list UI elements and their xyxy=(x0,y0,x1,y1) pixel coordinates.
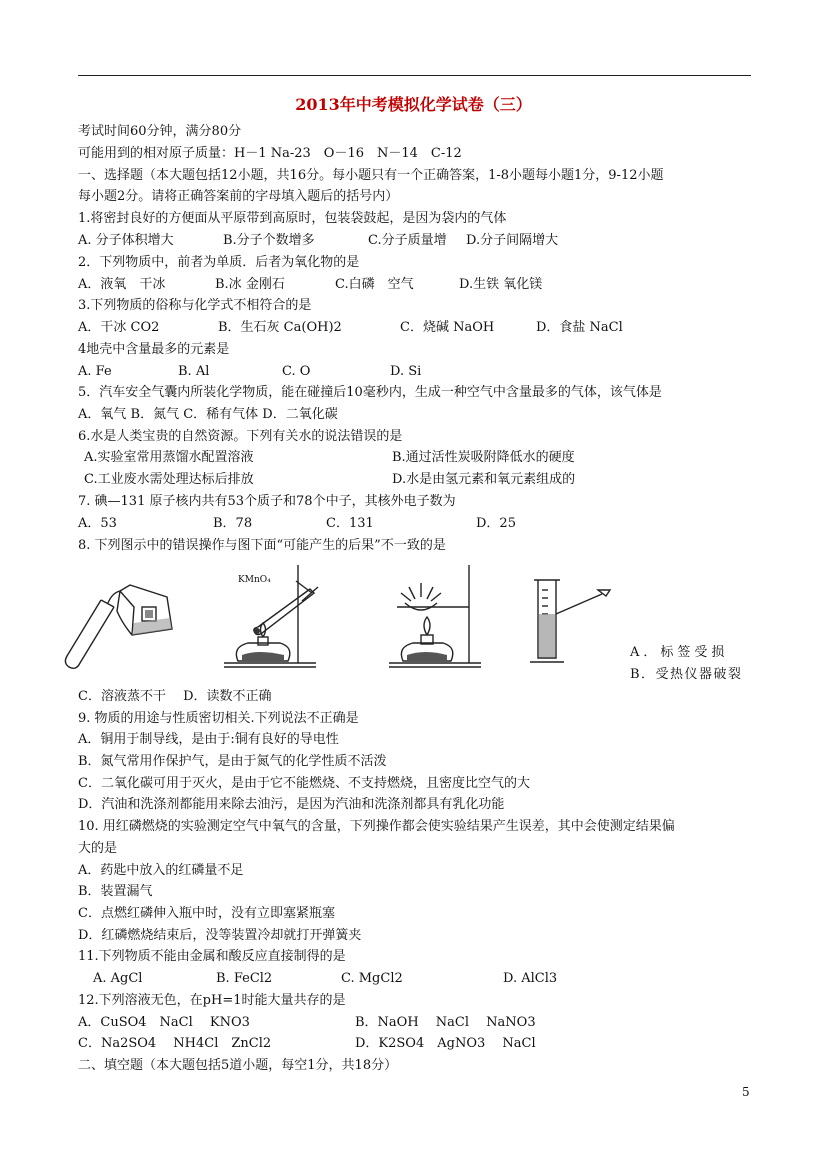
q1-option-c: C.分子质量增 xyxy=(368,233,447,248)
q2-option-d: D.生铁 氧化镁 xyxy=(459,277,543,292)
atomic-masses: 可能用到的相对原子质量：H－1 Na-23 O－16 N－14 C-12 xyxy=(78,146,462,161)
q8-options-cd: C．溶液蒸不干 D．读数不正确 xyxy=(78,689,272,704)
q8-stem: 8. 下列图示中的错误操作与图下面“可能产生的后果”不一致的是 xyxy=(78,538,446,553)
q8-option-b: B．受热仪器破裂 xyxy=(630,667,743,682)
q3-option-a: A．干冰 CO2 xyxy=(78,320,160,335)
evaporating-dish-figure xyxy=(385,563,485,671)
q11-option-c: C. MgCl2 xyxy=(341,971,403,986)
q1-option-b: B.分子个数增多 xyxy=(223,233,315,248)
q7-stem: 7. 碘—131 原子核内共有53个质子和78个中子，其核外电子数为 xyxy=(78,494,456,509)
q11-stem: 11.下列物质不能由金属和酸反应直接制得的是 xyxy=(78,949,346,964)
q3-option-c: C．烧碱 NaOH xyxy=(400,320,495,335)
q6-option-b: B.通过活性炭吸附降低水的硬度 xyxy=(392,450,575,465)
q4-option-b: B. Al xyxy=(178,364,210,379)
q11-option-d: D. AlCl3 xyxy=(503,971,558,986)
q2-stem: 2．下列物质中，前者为单质．后者为氧化物的是 xyxy=(78,255,360,270)
pouring-liquid-figure xyxy=(62,583,180,673)
q3-option-d: D．食盐 NaCl xyxy=(536,320,623,335)
q2-option-a: A．液氧 干冰 xyxy=(78,277,166,292)
q2-option-b: B.冰 金刚石 xyxy=(215,277,285,292)
q4-option-d: D. Si xyxy=(390,364,422,379)
q6-option-a: A.实验室常用蒸馏水配置溶液 xyxy=(84,450,254,465)
q4-option-a: A. Fe xyxy=(78,364,112,379)
q6-option-c: C.工业废水需处理达标后排放 xyxy=(84,472,254,487)
q9-option-d: D．汽油和洗涤剂都能用来除去油污，是因为汽油和洗涤剂都具有乳化功能 xyxy=(78,797,505,812)
q6-stem: 6.水是人类宝贵的自然资源。下列有关水的说法错误的是 xyxy=(78,429,403,444)
q12-stem: 12.下列溶液无色，在pH=1时能大量共存的是 xyxy=(78,993,346,1008)
q9-option-b: B．氮气常用作保护气，是由于氮气的化学性质不活泼 xyxy=(78,754,387,769)
q11-option-b: B. FeCl2 xyxy=(216,971,273,986)
q9-option-a: A．铜用于制导线，是由于:铜有良好的导电性 xyxy=(78,732,339,747)
q3-option-b: B．生石灰 Ca(OH)2 xyxy=(218,320,342,335)
q5-stem: 5．汽车安全气囊内所装化学物质，能在碰撞后10毫秒内，生成一种空气中含量最多的气体，该气体是 xyxy=(78,385,662,400)
q7-option-a: A．53 xyxy=(78,516,117,531)
q5-options: A．氧气 B．氮气 C．稀有气体 D．二氧化碳 xyxy=(78,407,338,422)
q9-option-c: C．二氧化碳可用于灭火，是由于它不能燃烧、不支持燃烧，且密度比空气的大 xyxy=(78,776,530,791)
q8-option-a: A．标签受损 xyxy=(630,645,729,660)
q4-option-c: C. O xyxy=(282,364,311,379)
kmno4-label: KMnO₄ xyxy=(238,575,271,585)
q10-option-b: B．装置漏气 xyxy=(78,884,153,899)
q7-option-d: D．25 xyxy=(476,516,516,531)
q10-stem-line1: 10. 用红磷燃烧的实验测定空气中氧气的含量，下列操作都会使实验结果产生误差，其中会使测定结果偏 xyxy=(78,819,675,834)
q11-option-a: A. AgCl xyxy=(93,971,143,986)
q2-option-c: C.白磷 空气 xyxy=(335,277,414,292)
q10-option-c: C．点燃红磷伸入瓶中时，没有立即塞紧瓶塞 xyxy=(78,906,335,921)
q1-stem: 1.将密封良好的方便面从平原带到高原时，包装袋鼓起，是因为袋内的气体 xyxy=(78,211,507,226)
q10-stem-line2: 大的是 xyxy=(78,841,118,856)
q7-option-b: B．78 xyxy=(213,516,253,531)
q12-option-d: D．K2SO4 AgNO3 NaCl xyxy=(355,1036,536,1051)
header-rule xyxy=(78,75,751,76)
paper-title: 2013年中考模拟化学试卷（三） xyxy=(295,95,532,114)
section1-heading-line1: 一、选择题（本大题包括12小题，共16分。每小题只有一个正确答案，1-8小题每小题1分，9-12小题 xyxy=(78,168,664,183)
q1-option-a: A. 分子体积增大 xyxy=(78,233,174,248)
q3-stem: 3.下列物质的俗称与化学式不相符合的是 xyxy=(78,298,312,313)
page-number: 5 xyxy=(742,1085,750,1099)
q6-option-d: D.水是由氢元素和氧元素组成的 xyxy=(392,472,576,487)
q10-option-a: A．药匙中放入的红磷量不足 xyxy=(78,863,244,878)
q4-stem: 4地壳中含量最多的元素是 xyxy=(78,342,230,357)
q7-option-c: C．131 xyxy=(326,516,374,531)
section1-heading-line2: 每小题2分。请将正确答案前的字母填入题后的括号内） xyxy=(78,189,399,204)
section2-heading: 二、填空题（本大题包括5道小题，每空1分，共18分） xyxy=(78,1058,398,1073)
q12-option-b: B．NaOH NaCl NaNO3 xyxy=(355,1015,536,1030)
heating-kmno4-figure xyxy=(218,563,323,671)
q12-option-c: C．Na2SO4 NH4Cl ZnCl2 xyxy=(78,1036,272,1051)
q12-option-a: A．CuSO4 NaCl KNO3 xyxy=(78,1015,250,1030)
exam-time: 考试时间60分钟，满分80分 xyxy=(78,124,242,139)
q1-option-d: D.分子间隔增大 xyxy=(466,233,559,248)
q9-stem: 9. 物质的用途与性质密切相关.下列说法不正确是 xyxy=(78,711,359,726)
graduated-cylinder-figure xyxy=(528,576,618,668)
q10-option-d: D．红磷燃烧结束后，没等装置冷却就打开弹簧夹 xyxy=(78,928,362,943)
